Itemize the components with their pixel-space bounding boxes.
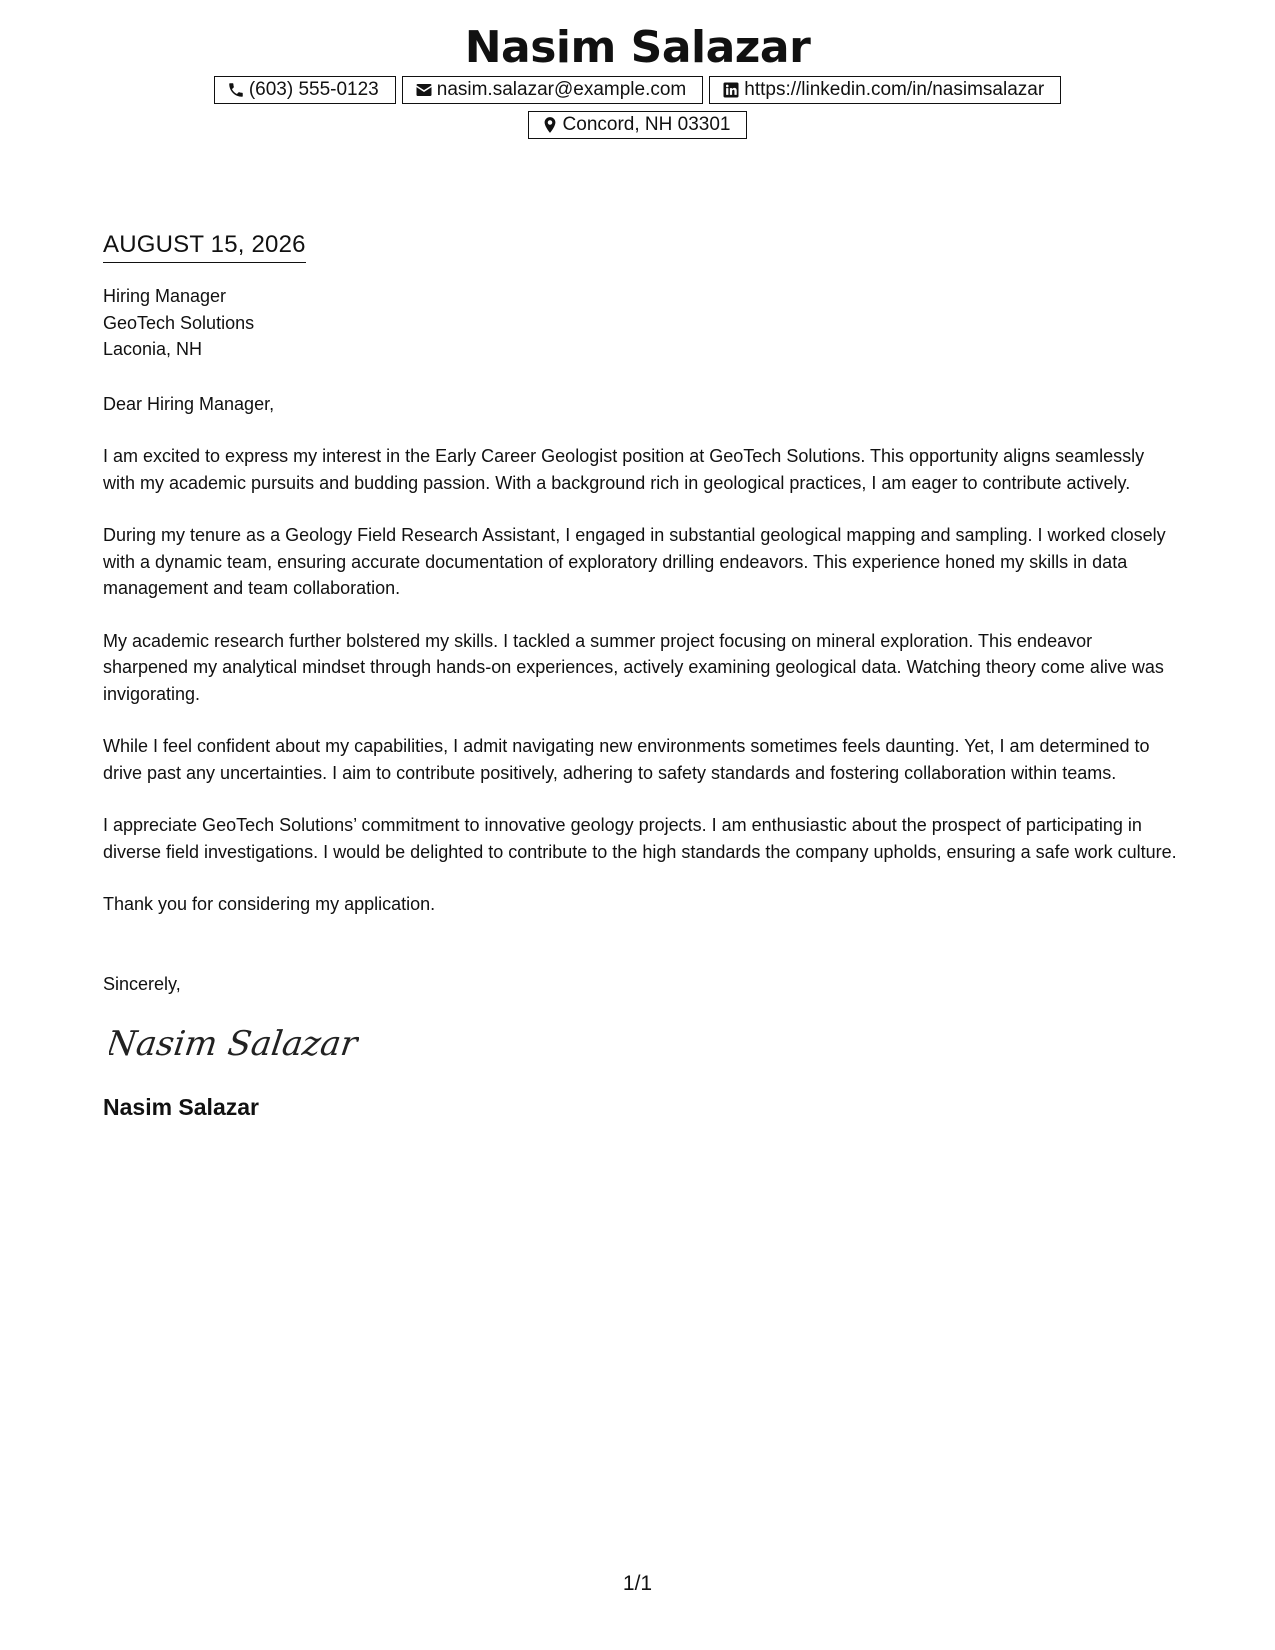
letter-body [103, 230, 1178, 1122]
recipient-company: GeoTech Solutions [103, 312, 255, 333]
handwritten-signature [109, 1013, 359, 1073]
email-contact[interactable] [402, 76, 704, 104]
letter-header [0, 20, 1275, 139]
location-contact [528, 111, 748, 139]
linkedin-icon [722, 81, 740, 99]
body-paragraph: My academic research further bolstered my skills. I tackled a summer project focusing on mineral exploration. This endeavor sharpened my analytical mindset through hands-on experiences, actively examining geological data. Watching theory come alive was invigorating. [103, 630, 1164, 704]
linkedin-text: https://linkedin.com/in/nasimsalazar [744, 79, 1045, 100]
phone-text: (603) 555-0123 [248, 79, 379, 100]
linkedin-contact[interactable] [709, 76, 1061, 104]
email-text: nasim.salazar@example.com [436, 79, 687, 100]
contact-row-primary [0, 76, 1275, 104]
envelope-icon [415, 81, 433, 99]
salutation: Dear Hiring Manager, [103, 393, 275, 414]
phone-contact[interactable] [214, 76, 396, 104]
body-paragraph: I appreciate GeoTech Solutions’ commitment to innovative geology projects. I am enthusiastic about the prospect of participating in diverse field investigations. I would be delighted to contribute to the high standards the company upholds, ensuring a safe work culture. [103, 815, 1177, 862]
recipient-block [103, 283, 1178, 363]
recipient-location: Laconia, NH [103, 339, 203, 359]
signature-script: Nasim Salazar [109, 1024, 359, 1064]
body-paragraph: During my tenure as a Geology Field Research Assistant, I engaged in substantial geological mapping and sampling. I worked closely with a dynamic team, ensuring accurate documentation of exploratory drilling endeavors. This experience honed my skills in data management and team collaboration. [103, 525, 1166, 598]
letter-date: AUGUST 15, 2026 [103, 230, 306, 263]
signer-name: Nasim Salazar [103, 1094, 259, 1120]
applicant-name: Nasim Salazar [464, 22, 811, 73]
location-text: Concord, NH 03301 [562, 114, 731, 135]
closing-thanks: Thank you for considering my application. [103, 894, 436, 914]
closing-valediction: Sincerely, [103, 973, 181, 994]
contact-row-secondary [0, 111, 1275, 139]
page-number: 1/1 [622, 1572, 653, 1595]
map-marker-icon [541, 116, 559, 134]
body-paragraph: While I feel confident about my capabilities, I admit navigating new environments sometimes feels daunting. Yet, I am determined to drive past any uncertainties. I aim to contribute positively, adhering to safety standards and fostering collaboration within teams. [103, 736, 1150, 783]
recipient-title: Hiring Manager [103, 286, 227, 306]
body-paragraph: I am excited to express my interest in the Early Career Geologist position at GeoTech Solutions. This opportunity aligns seamlessly with my academic pursuits and budding passion. With a background rich in geological practices, I am eager to contribute actively. [103, 446, 1145, 493]
phone-icon [227, 81, 245, 99]
